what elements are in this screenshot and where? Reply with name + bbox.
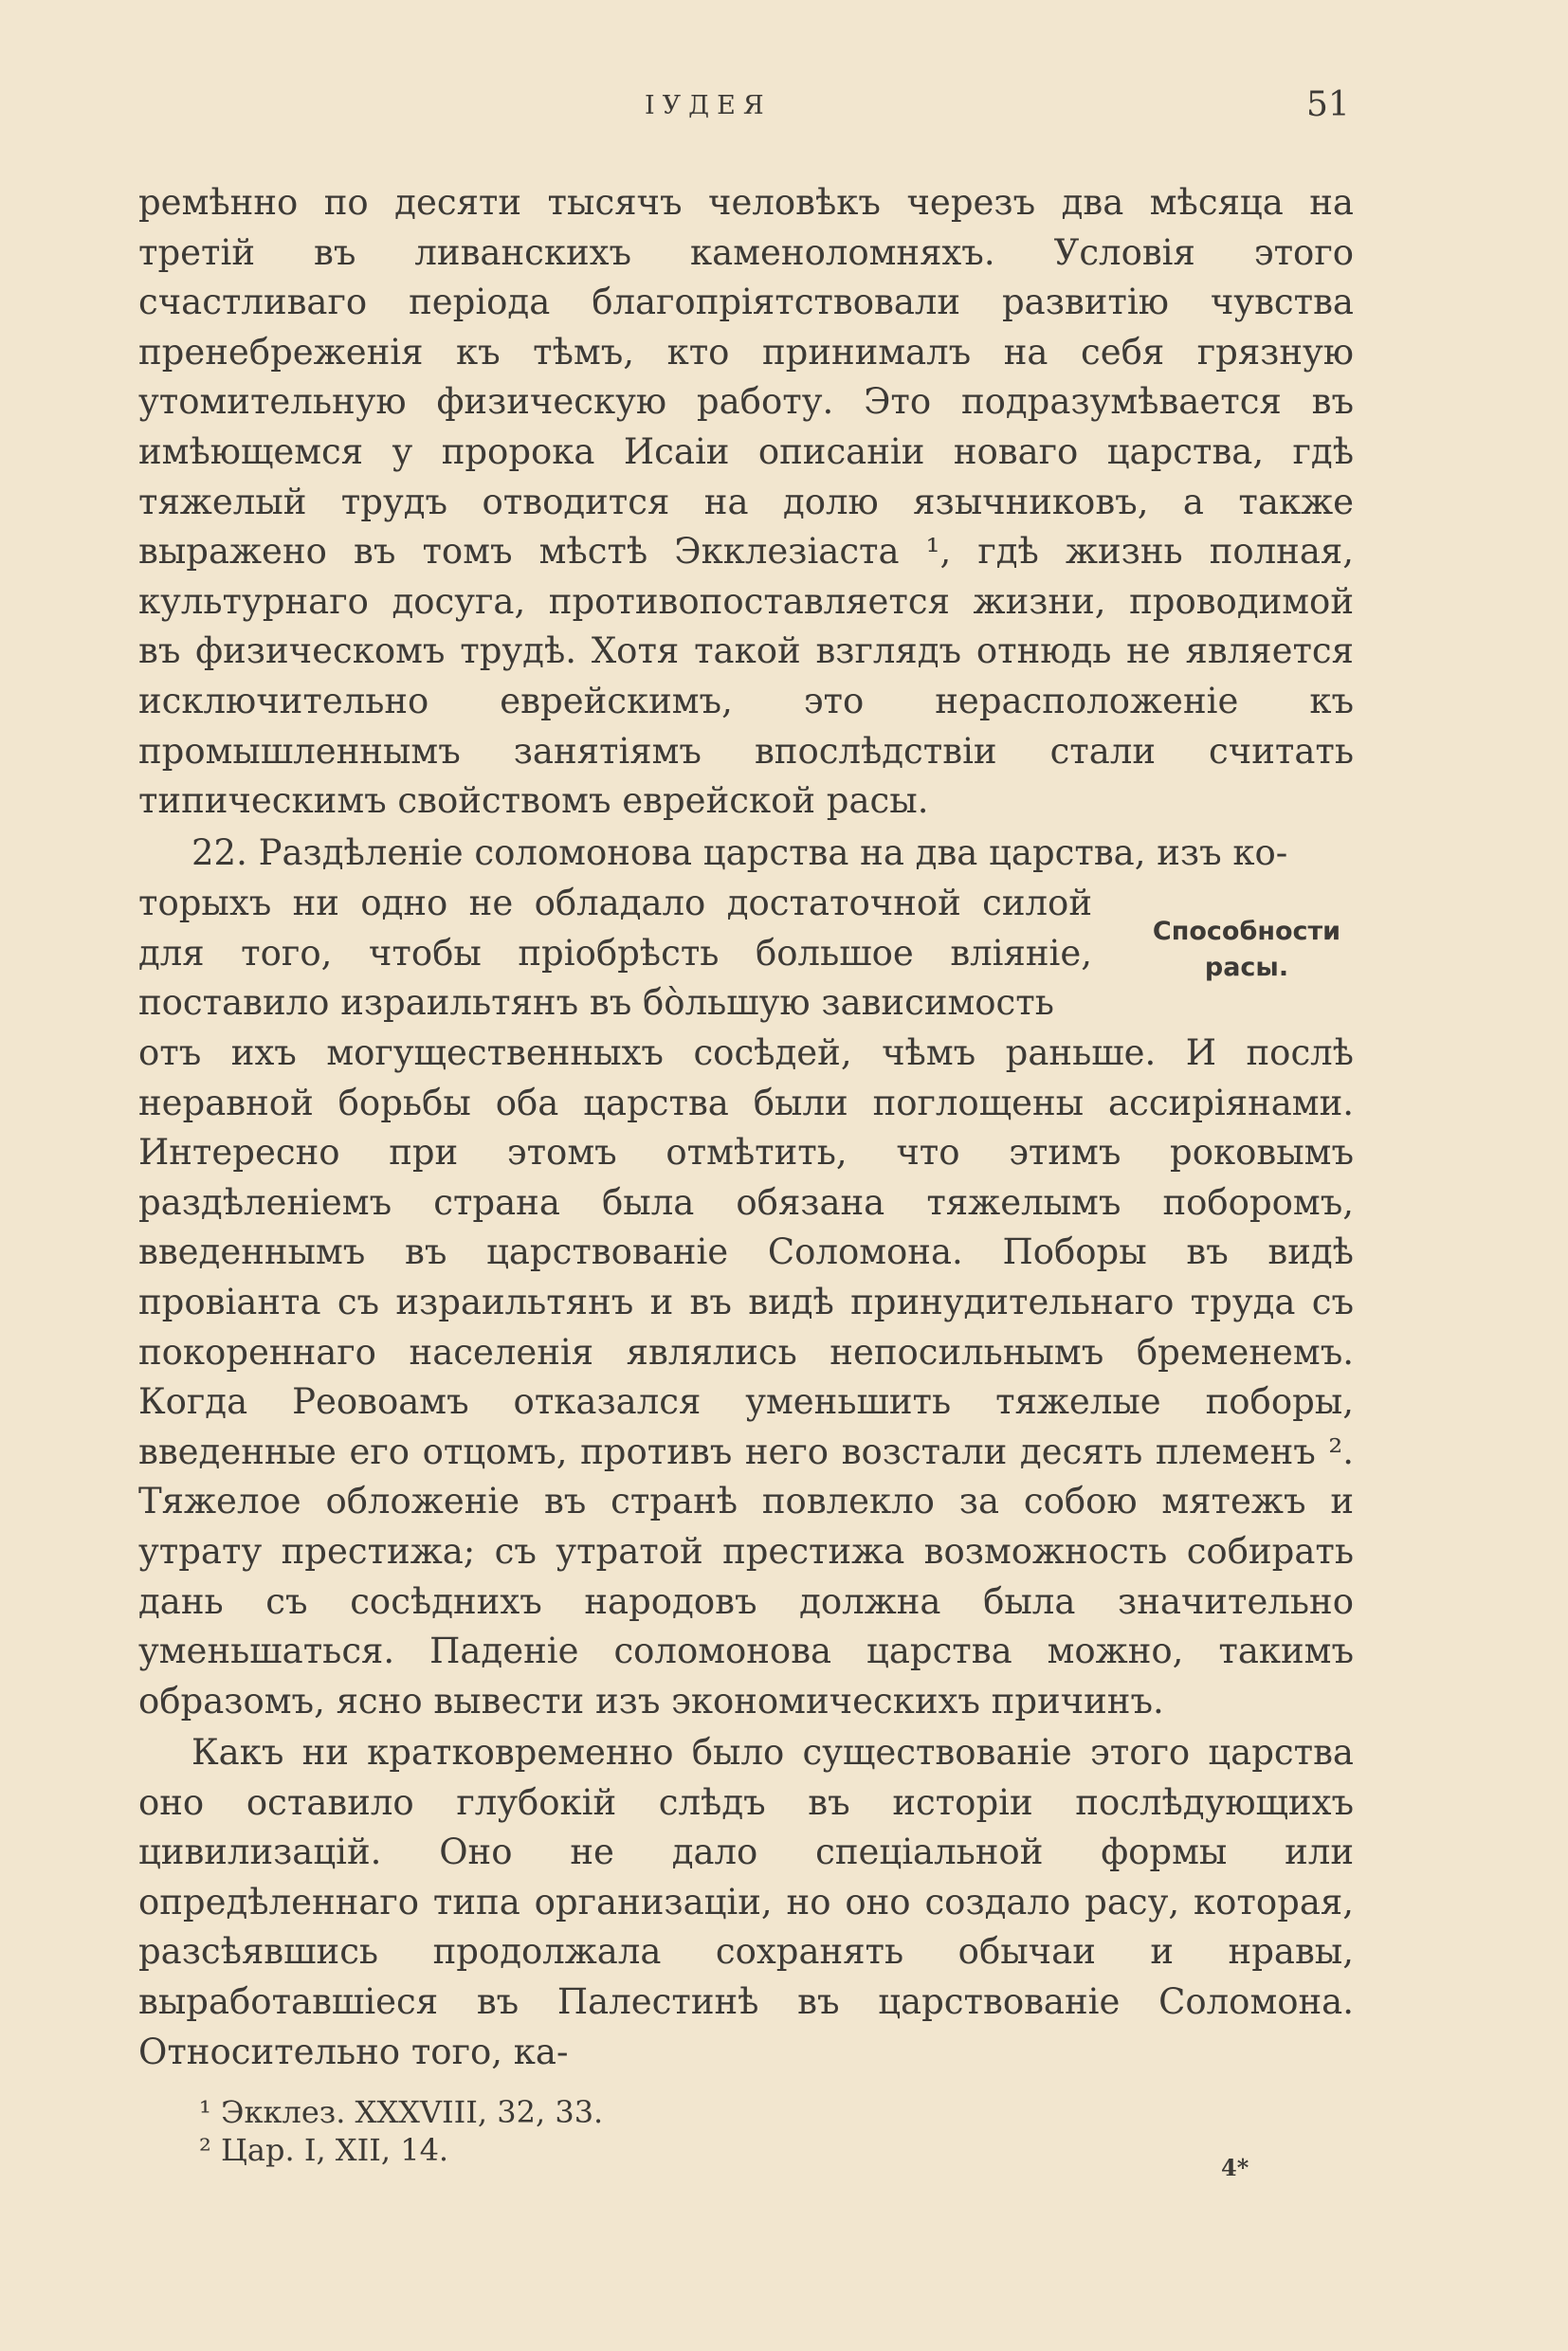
margin-note-line-2: расы. <box>1204 953 1289 982</box>
paragraph-3: Какъ ни кратковременно было существованіе этого царства оно оставило глубокій слѣдъ въ исторіи послѣдующихъ цивилизацій. Оно не дало спеціальной формы или опредѣленнаго типа организаціи, но оно создало расу, которая, разсѣявшись продолжала сохранять обычаи и нравы, выработавшіеся въ Палестинѣ въ царствованіе Соломона. Относительно того, ка- <box>138 1732 1354 2072</box>
margin-note <box>1138 914 1356 986</box>
footnote-2: ² Цар. І, XII, 14. <box>199 2132 449 2168</box>
paragraph-2-narrow-block: торыхъ ни одно не обладало достаточной силой для того, чтобы пріобрѣсть большое вліяніе, поставило израильтянъ въ бо̀льшую зависимость <box>138 883 1092 1024</box>
footnote-1: ¹ Экклез. XXXVIII, 32, 33. <box>199 2094 604 2130</box>
paragraph-2-first-line: 22. Раздѣленіе соломонова царства на два царства, изъ ко- <box>191 832 1288 873</box>
signature-mark: 4* <box>1221 2154 1249 2181</box>
footnotes <box>199 2093 603 2169</box>
paragraph-1: ремѣнно по десяти тысячъ человѣкъ черезъ два мѣсяца на третій въ ливанскихъ каменоломняхъ. Условія этого счастливаго періода благопріятствовали развитію чувства пренебреженія къ тѣмъ, кто принималъ на себя грязную утомительную физическую работу. Это подразумѣвается въ имѣющемся у пророка Исаіи описаніи новаго царства, гдѣ тяжелый трудъ отводится на долю язычниковъ, а также выражено въ томъ мѣстѣ Экклезіаста ¹, гдѣ жизнь полная, культурнаго досуга, противопоставляется жизни, проводимой въ физическомъ трудѣ. Хотя такой взглядъ отнюдь не является исключительно еврейскимъ, это нерасположеніе къ промышленнымъ занятіямъ впослѣдствіи стали считать типическимъ свойствомъ еврейской расы. <box>138 182 1354 822</box>
paragraph-2-rest: отъ ихъ могущественныхъ сосѣдей, чѣмъ раньше. И послѣ неравной борьбы оба царства были поглощены ассиріянами. Интересно при этомъ отмѣтить, что этимъ роковымъ раздѣленіемъ страна была обязана тяжелымъ поборомъ, введеннымъ въ царствованіе Соломона. Поборы въ видѣ провіанта съ израильтянъ и въ видѣ принудительнаго труда съ покореннаго населенія являлись непосильнымъ бременемъ. Когда Реовоамъ отказался уменьшить тяжелые поборы, введенные его отцомъ, противъ него возстали десять племенъ ². Тяжелое обложеніе въ странѣ повлекло за собою мятежъ и утрату престижа; съ утратой престижа возможность собирать дань съ сосѣднихъ народовъ должна была значительно уменьшаться. Паденіе соломонова царства можно, такимъ образомъ, ясно вывести изъ экономическихъ причинъ. <box>138 1032 1354 1722</box>
page-number: 51 <box>1306 85 1350 124</box>
running-title: ІУДЕЯ <box>645 91 772 120</box>
margin-note-line-1: Способности <box>1152 917 1341 946</box>
